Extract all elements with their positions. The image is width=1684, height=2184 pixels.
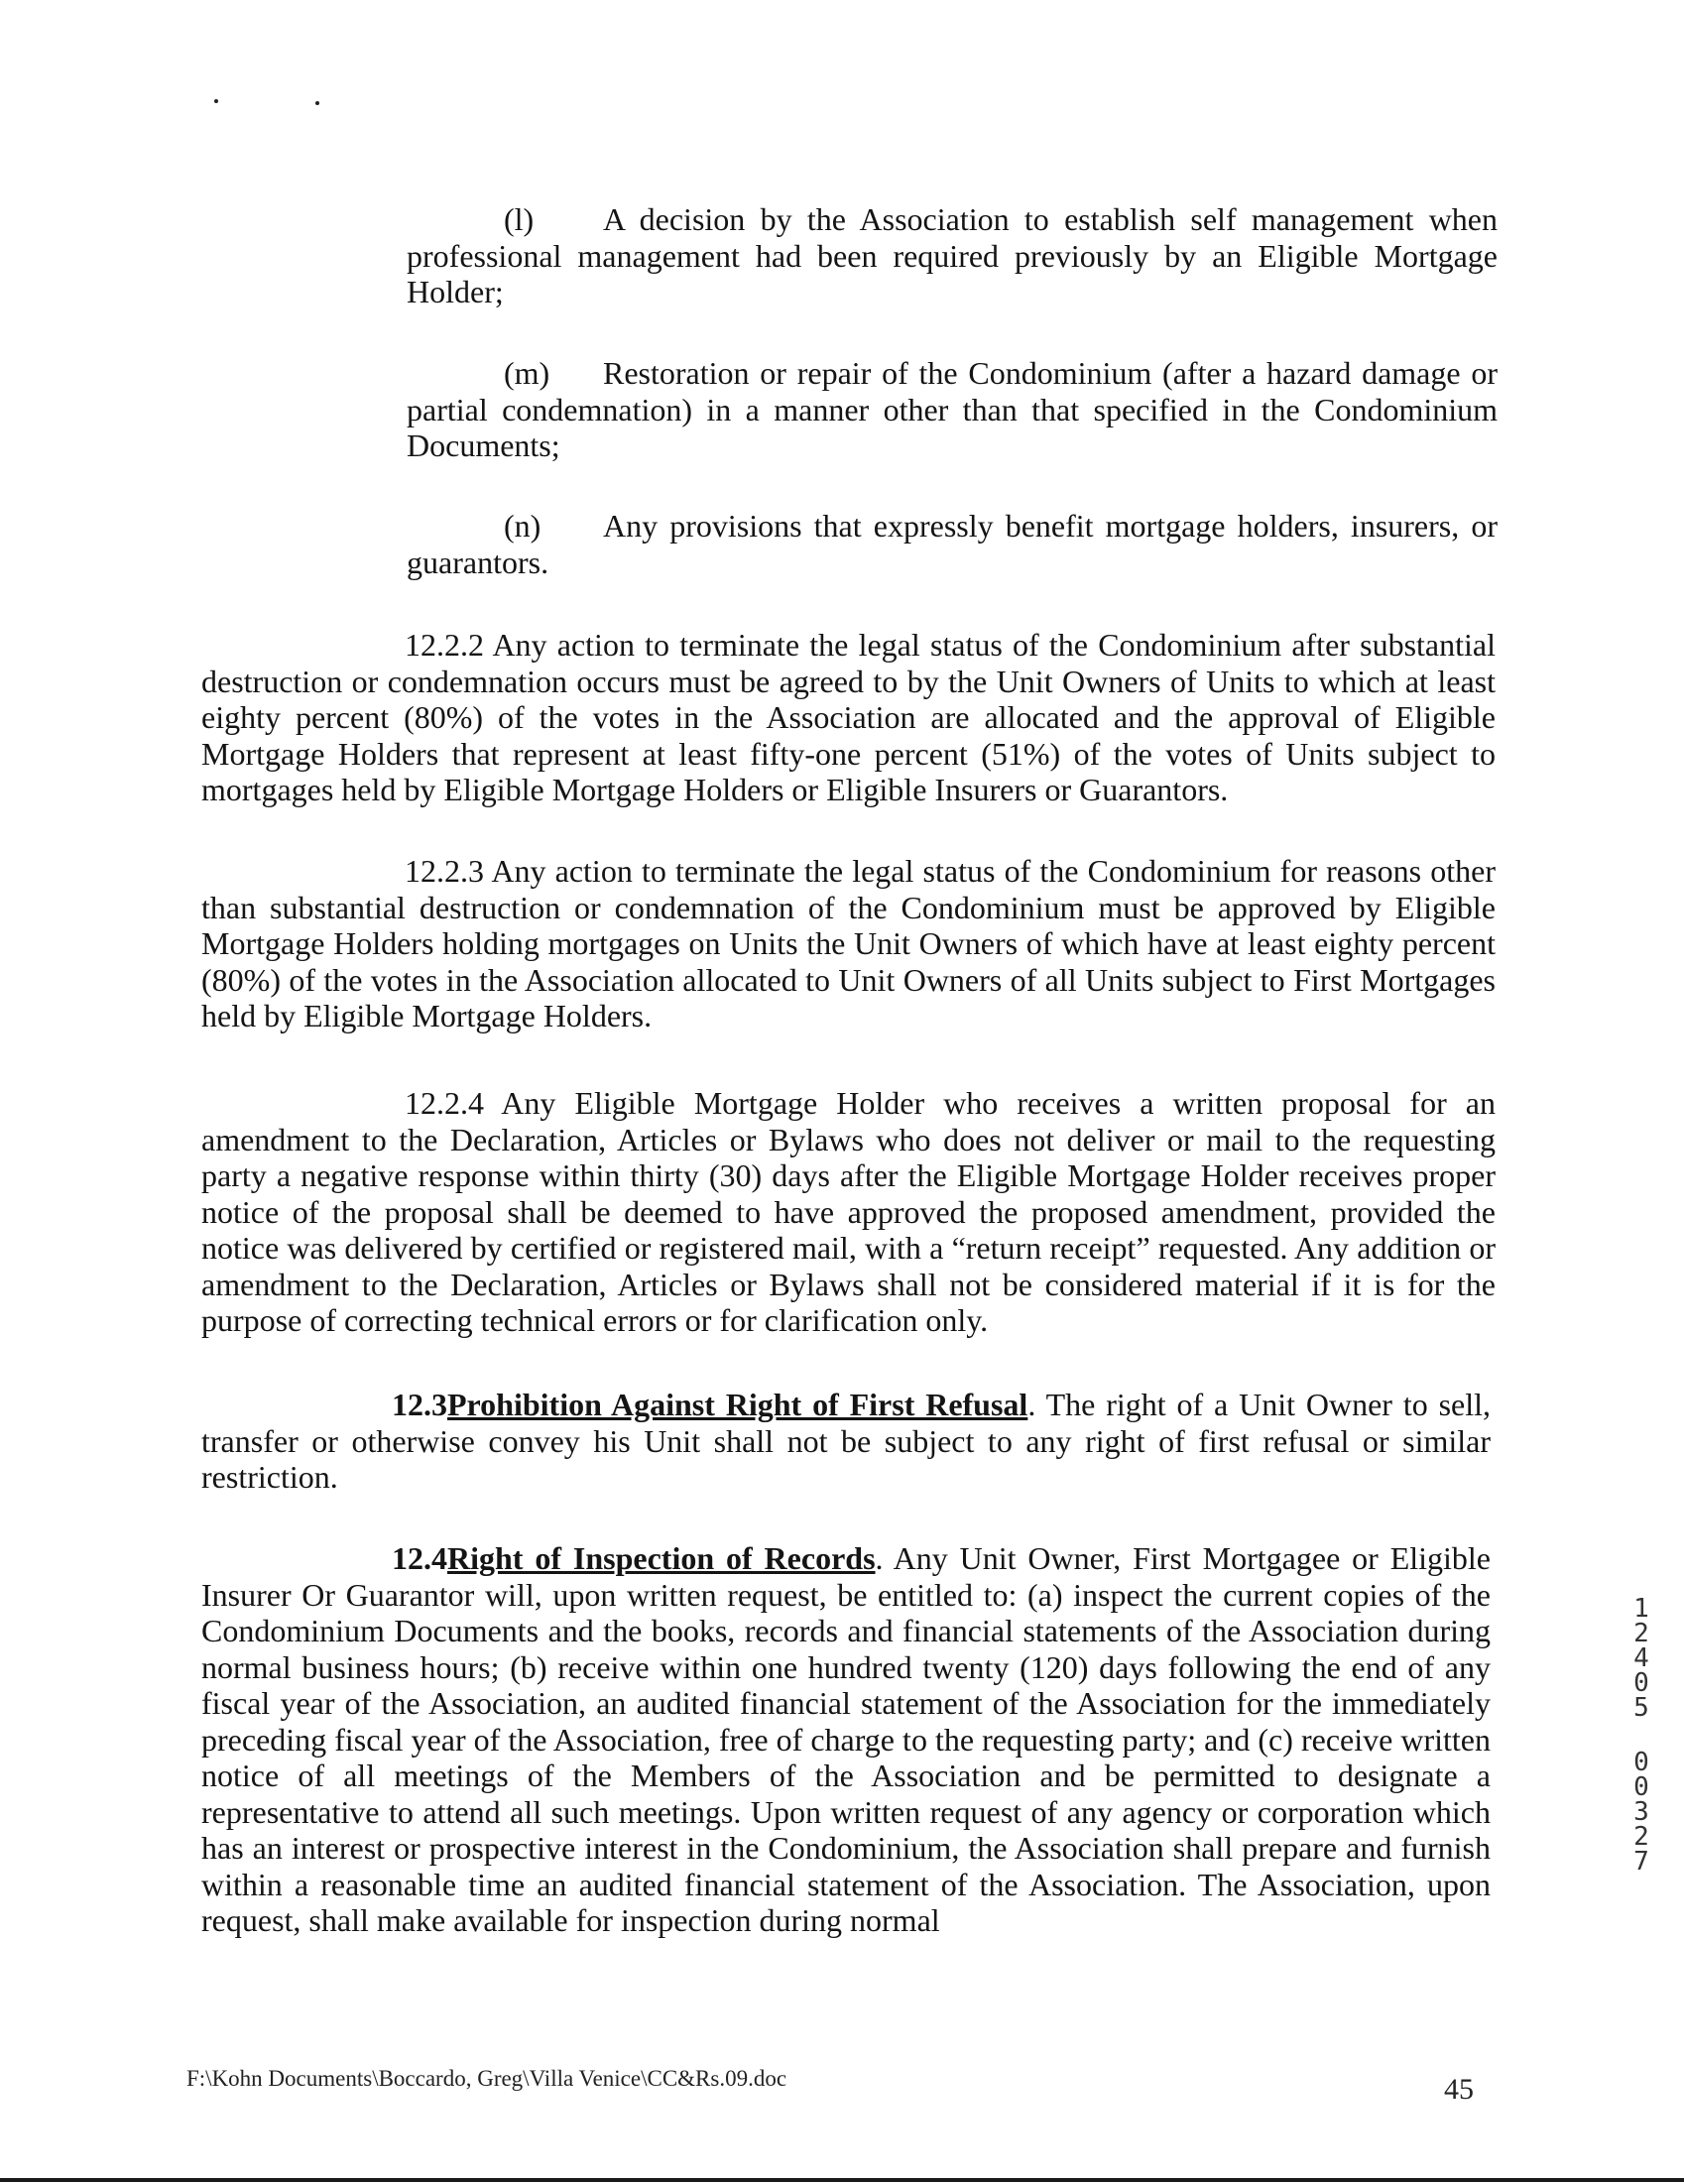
bates-digit: 4 <box>1633 1643 1649 1673</box>
bates-digit: 0 <box>1633 1748 1649 1777</box>
section-12-4 <box>201 1540 1491 1939</box>
list-marker: (l) <box>504 201 535 237</box>
section-12-3 <box>201 1387 1491 1496</box>
list-marker: (n) <box>504 508 541 544</box>
bates-stamp <box>1626 1594 1656 1877</box>
bates-digit: 0 <box>1633 1668 1649 1698</box>
bates-digit: 2 <box>1633 1822 1649 1852</box>
bates-digit: 0 <box>1633 1772 1649 1802</box>
section-number: 12.4 <box>392 1540 447 1576</box>
list-item-l <box>407 201 1498 310</box>
scan-speck <box>315 101 319 105</box>
list-item-m <box>407 355 1498 464</box>
footer-file-path: F:\Kohn Documents\Boccardo, Greg\Villa Venice\CC&Rs.09.doc <box>186 2066 787 2091</box>
paragraph-12-2-3: 12.2.3 Any action to terminate the legal status of the Condominium for reasons other than substantial destruction or condemnation of the Condominium must be approved by Eligible Mortgage Holders holding mortgages on Units the Unit Owners of which have at least eighty percent (80%) of the votes in the Association allocated to Unit Owners of all Units subject to First Mortgages held by Eligible Mortgage Holders. <box>201 853 1496 1033</box>
scan-edge-line <box>0 2178 1684 2182</box>
list-item-text: A decision by the Association to establish self management when professional management had been required previously by an Eligible Mortgage Holder; <box>407 201 1498 309</box>
list-item-text: Any provisions that expressly benefit mortgage holders, insurers, or guarantors. <box>407 508 1498 580</box>
scan-speck <box>214 99 218 103</box>
list-marker: (m) <box>504 355 550 391</box>
bates-gap <box>1626 1721 1656 1751</box>
section-heading: Right of Inspection of Records <box>447 1540 876 1576</box>
section-body: . The right of a Unit Owner to sell, transfer or otherwise convey his Unit shall not be subject to any right of first refusal or similar restriction. <box>201 1387 1492 1495</box>
bates-digit: 7 <box>1633 1847 1649 1877</box>
bates-digit: 1 <box>1633 1594 1649 1624</box>
list-item-text: Restoration or repair of the Condominium (after a hazard damage or partial condemnation) in a manner other than that specified in the Condominium Documents; <box>407 355 1498 463</box>
paragraph-12-2-2: 12.2.2 Any action to terminate the legal status of the Condominium after substantial destruction or condemnation occurs must be agreed to by the Unit Owners of Units to which at least eighty percent (80%) of the votes in the Association are allocated and the approval of Eligible Mortgage Holders that represent at least fifty-one percent (51%) of the votes of Units subject to mortgages held by Eligible Mortgage Holders or Eligible Insurers or Guarantors. <box>201 627 1496 807</box>
section-number: 12.3 <box>392 1387 447 1422</box>
bates-digit: 5 <box>1633 1693 1649 1723</box>
paragraph-12-2-4: 12.2.4 Any Eligible Mortgage Holder who receives a written proposal for an amendment to the Declaration, Articles or Bylaws who does not deliver or mail to the requesting party a negative response within thirty (30) days after the Eligible Mortgage Holder receives proper notice of the proposal shall be deemed to have approved the proposed amendment, provided the notice was delivered by certified or registered mail, with a “return receipt” requested. Any addition or amendment to the Declaration, Articles or Bylaws shall not be considered material if it is for the purpose of correcting technical errors or for clarification only. <box>201 1085 1496 1338</box>
bates-digit: 2 <box>1633 1619 1649 1648</box>
section-body: . Any Unit Owner, First Mortgagee or Eligible Insurer Or Guarantor will, upon written request, be entitled to: (a) inspect the current copies of the Condominium Documents and the books, records and financial statements of the Association during normal business hours; (b) receive within one hundred twenty (120) days following the end of any fiscal year of the Association, an audited financial statement of the Association for the immediately preceding fiscal year of the Association, free of charge to the requesting party; and (c) receive written notice of all meetings of the Members of the Association and be permitted to designate a representative to attend all such meetings. Upon written request of any agency or corporation which has an interest or prospective interest in the Condominium, the Association shall prepare and furnish within a reasonable time an audited financial statement of the Association. The Association, upon request, shall make available for inspection during normal <box>201 1540 1492 1938</box>
bates-digit: 3 <box>1633 1797 1649 1827</box>
section-heading: Prohibition Against Right of First Refusal <box>447 1387 1028 1422</box>
page-number: 45 <box>1444 2073 1474 2106</box>
list-item-n <box>407 508 1498 580</box>
